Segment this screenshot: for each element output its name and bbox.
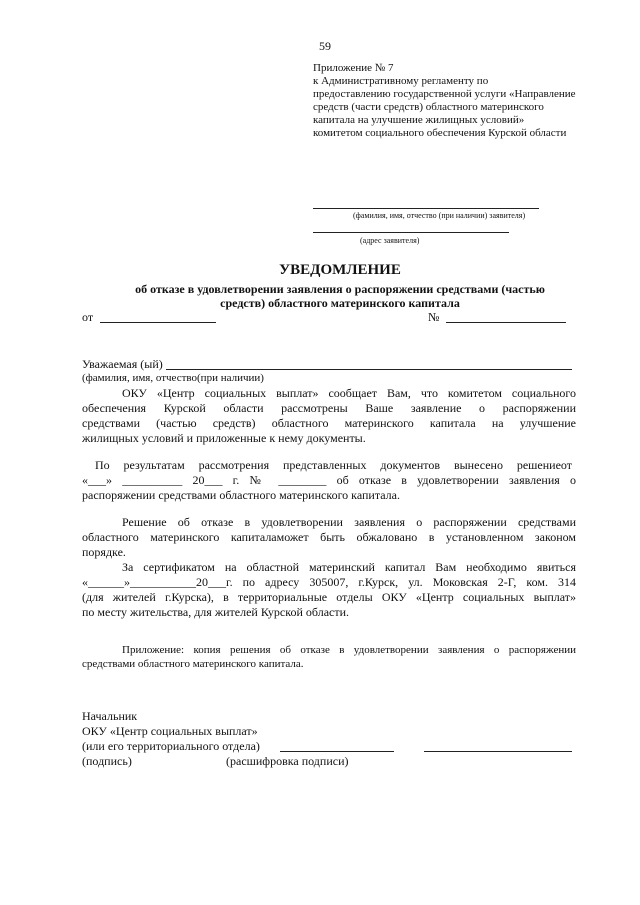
signer-organization: ОКУ «Центр социальных выплат» [82,724,258,738]
salutation-name-line [166,369,572,370]
text-line: областного материнского капиталаможет быть обжаловано в установленном законом [82,530,576,544]
appendix-line: к Административному регламенту по [313,75,489,87]
signature-decode-caption: (расшифровка подписи) [226,754,349,768]
text-line: по месту жительства, для жителей Курской области. [82,605,350,619]
signer-title: Начальник [82,709,138,723]
recipient-name-line [313,208,539,209]
text-line: ОКУ «Центр социальных выплат» сообщает Вам, что комитетом социального [122,386,576,400]
text-line: «______»___________20___г. по адресу 305007, г.Курск, ул. Моковская 2-Г, ком. 314 [82,575,576,589]
text-line: По результатам рассмотрения представленных документов вынесено решениеот [95,458,572,472]
text-line: жилищных условий и приложенные к нему документы. [82,431,366,445]
text-line: «___» __________ 20___ г. № ________ об отказе в удовлетворении заявления о [82,473,576,487]
text-line: средствами (частью средств) областного материнского капитала на улучшение [82,416,576,430]
text-line: Приложение: копия решения об отказе в удовлетворении заявления о распоряжении [122,644,576,656]
text-line: обеспечения Курской области рассмотрены Ваше заявление о распоряжении [82,401,576,415]
salutation-caption: (фамилия, имя, отчество(при наличии) [82,372,264,384]
text-line: порядке. [82,545,126,559]
page-number: 59 [319,39,331,53]
recipient-address-caption: (адрес заявителя) [360,236,420,245]
number-line [446,322,566,323]
text-line: (для жителей г.Курска), в территориальные отделы ОКУ «Центр социальных выплат» [82,590,576,604]
text-line: распоряжении средствами областного материнского капитала. [82,488,400,502]
text-line: Решение об отказе в удовлетворении заявления о распоряжении средствами [122,515,576,529]
document-subtitle: средств) областного материнского капитала [220,296,460,310]
recipient-name-caption: (фамилия, имя, отчество (при наличии) заявителя) [353,211,526,220]
appendix-line: капитала на улучшение жилищных условий» [313,114,525,126]
signature-decode-line [424,751,572,752]
salutation-label: Уважаемая (ый) [82,357,163,371]
document-subtitle: об отказе в удовлетворении заявления о распоряжении средствами (частью [135,282,545,296]
text-line: средствами областного материнского капитала. [82,658,304,670]
signer-department: (или его территориального отдела) [82,739,260,753]
appendix-line: средств (части средств) областного материнского [313,101,544,113]
from-label: от [82,310,94,324]
number-label: № [428,310,440,324]
from-date-line [100,322,216,323]
appendix-line: комитетом социального обеспечения Курской области [313,127,567,139]
appendix-line: Приложение № 7 [313,62,394,74]
appendix-line: предоставлению государственной услуги «Направление [313,88,576,100]
text-line: За сертификатом на областной материнский капитал Вам необходимо явиться [122,560,576,574]
signature-caption: (подпись) [82,754,132,768]
document-title: УВЕДОМЛЕНИЕ [279,262,401,278]
signature-line [280,751,394,752]
recipient-address-line [313,232,509,233]
